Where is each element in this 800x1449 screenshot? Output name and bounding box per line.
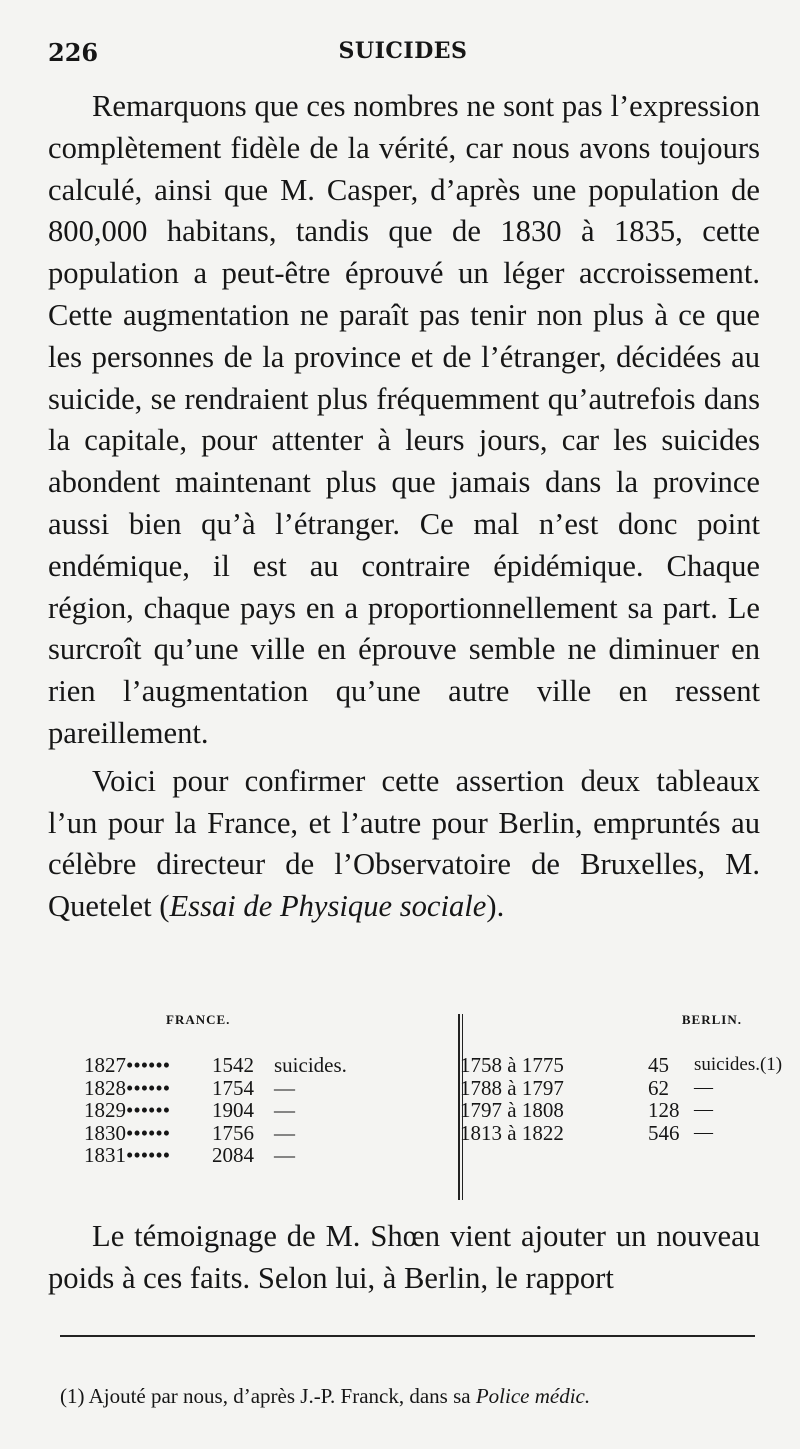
footnote-rule	[60, 1335, 755, 1337]
france-value: 1904	[212, 1098, 254, 1122]
berlin-value: 62	[648, 1075, 669, 1100]
paragraph-2-text: Voici pour confirmer cette assertion deux tableaux l’un pour la France, et l’autre pour Berlin, empruntés au célèbre directeur de l’Observatoire de Bruxelles, M. Quetelet (	[48, 763, 760, 924]
france-year: 1831••••••	[84, 1143, 171, 1167]
france-value: 1754	[212, 1075, 254, 1100]
france-unit: —	[274, 1143, 295, 1167]
footnote-italic: Police médic.	[475, 1384, 591, 1408]
berlin-range: 1813 à 1822	[460, 1120, 564, 1145]
france-row	[84, 1099, 404, 1122]
berlin-table-heading: BERLIN.	[681, 1012, 742, 1027]
berlin-range: 1797 à 1808	[460, 1098, 564, 1122]
france-unit: —	[274, 1075, 295, 1100]
berlin-row	[460, 1122, 760, 1145]
france-year: 1827••••••	[84, 1053, 171, 1077]
france-unit: suicides.	[274, 1053, 347, 1077]
page-number: 226	[48, 38, 99, 67]
page-header	[48, 38, 758, 78]
france-table-heading: FRANCE.	[166, 1012, 231, 1027]
france-row	[84, 1122, 404, 1145]
france-table	[84, 1012, 404, 1167]
paragraph-2	[48, 761, 760, 928]
berlin-table	[460, 1012, 783, 1145]
running-title: SUICIDES	[338, 38, 468, 64]
france-year: 1828••••••	[84, 1075, 171, 1100]
berlin-range: 1788 à 1797	[460, 1075, 564, 1100]
france-value: 1756	[212, 1120, 254, 1145]
paragraph-2-end: ).	[486, 889, 505, 924]
berlin-unit: —	[694, 1099, 713, 1120]
france-row	[84, 1077, 404, 1100]
berlin-value: 45	[648, 1053, 669, 1077]
berlin-row	[460, 1077, 760, 1100]
book-title: Essai de Physique sociale	[169, 889, 487, 924]
france-year: 1830••••••	[84, 1120, 171, 1145]
france-unit: —	[274, 1120, 295, 1145]
berlin-row	[460, 1099, 760, 1122]
footnote	[60, 1384, 760, 1409]
france-year: 1829••••••	[84, 1098, 171, 1122]
berlin-unit: —	[694, 1076, 713, 1098]
berlin-table-rows	[460, 1053, 783, 1145]
berlin-range: 1758 à 1775	[460, 1053, 564, 1077]
france-row	[84, 1144, 404, 1167]
berlin-row	[460, 1053, 783, 1077]
berlin-unit: suicides.(1)	[694, 1054, 783, 1075]
france-value: 2084	[212, 1143, 254, 1167]
paragraph-3: Le témoignage de M. Shœn vient ajouter un nouveau poids à ces faits. Selon lui, à Berlin, le rapport	[48, 1219, 760, 1295]
france-value: 1542	[212, 1053, 254, 1077]
paragraph-1: Remarquons que ces nombres ne sont pas l’expression complètement fidèle de la vérité, car nous avons toujours calculé, ainsi que M. Casper, d’après une population de 800,000 habitans, tandis que de 1830 à 1835, cette population a peut-être éprouvé un léger accroissement. Cette augmentation ne paraît pas tenir non plus à ce que les personnes de la province et de l’étranger, décidées au suicide, se rendraient plus fréquemment qu’autrefois dans la capitale, pour attenter à leurs jours, car les suicides abondent maintenant plus que jamais dans la province aussi bien qu’à l’étranger. Ce mal n’est donc point endémique, il est au contraire épidémique. Chaque région, chaque pays en a proportionnellement sa part. Le surcroît qu’une ville en éprouve semble ne diminuer en rien l’augmentation qu’une autre ville en ressent pareillement.	[48, 89, 760, 750]
statistics-tables	[48, 1012, 783, 1202]
berlin-value: 546	[648, 1120, 680, 1145]
berlin-unit: —	[694, 1121, 713, 1143]
france-row	[84, 1054, 404, 1077]
footnote-text: (1) Ajouté par nous, d’après J.-P. Franck, dans sa	[60, 1384, 476, 1408]
france-unit: —	[274, 1098, 295, 1122]
berlin-value: 128	[648, 1098, 680, 1122]
france-table-rows	[84, 1054, 404, 1167]
